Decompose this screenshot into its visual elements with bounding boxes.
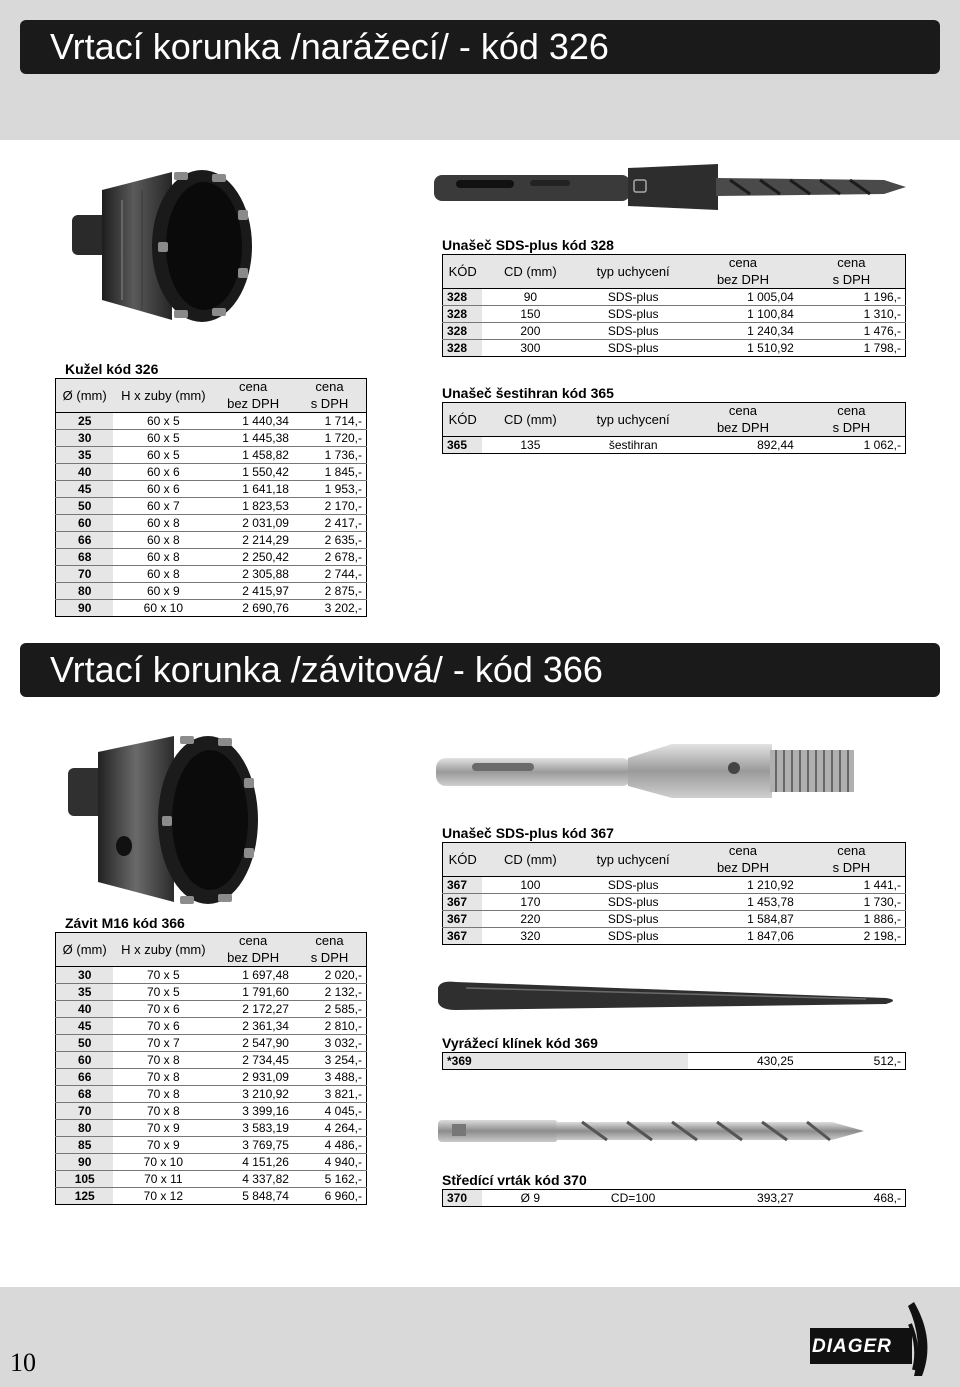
center-drill-370-image <box>432 1108 872 1154</box>
col-subheader-gross: s DPH <box>293 950 367 967</box>
cell-price: 892,44 <box>688 437 798 454</box>
price-table <box>55 932 367 1205</box>
cell-teeth: 70 x 8 <box>113 1103 213 1120</box>
col-header-mount: typ uchycení <box>578 255 688 289</box>
col-header-price: cena <box>213 379 293 396</box>
cell-price-vat: 3 254,- <box>293 1052 367 1069</box>
table-row <box>56 1188 367 1205</box>
table-sds-367 <box>442 824 906 945</box>
cell-price-vat: 1 798,- <box>798 340 906 357</box>
table-row <box>443 911 906 928</box>
cell-teeth: 70 x 6 <box>113 1018 213 1035</box>
cell-price-vat: 2 020,- <box>293 967 367 984</box>
col-header-price: cena <box>688 255 798 272</box>
col-header-code: KÓD <box>443 843 483 877</box>
cell-price: 2 250,42 <box>213 549 293 566</box>
table-kuzel-326 <box>55 360 367 617</box>
cell-price: 2 734,45 <box>213 1052 293 1069</box>
table-sds-328 <box>442 236 906 357</box>
cell-price: 2 305,88 <box>213 566 293 583</box>
cell-teeth: 60 x 5 <box>113 447 213 464</box>
table-row <box>443 877 906 894</box>
cell-price-vat: 1 730,- <box>798 894 906 911</box>
cell-price-vat: 3 202,- <box>293 600 367 617</box>
table-zavit-366 <box>55 914 367 1205</box>
cell-diameter: 35 <box>56 984 114 1001</box>
cell-price-vat: 1 310,- <box>798 306 906 323</box>
cell-diameter: 85 <box>56 1137 114 1154</box>
core-bit-366-image <box>62 726 262 916</box>
cell-cd: CD=100 <box>578 1190 688 1207</box>
cell-price-vat: 4 940,- <box>293 1154 367 1171</box>
table-row <box>56 566 367 583</box>
cell-teeth: 60 x 6 <box>113 464 213 481</box>
cell-diameter: 60 <box>56 1052 114 1069</box>
cell-code: 367 <box>443 928 483 945</box>
cell-price: 2 172,27 <box>213 1001 293 1018</box>
table-row <box>56 430 367 447</box>
cell-price: 1 005,04 <box>688 289 798 306</box>
table-row <box>56 1086 367 1103</box>
table-row <box>56 1103 367 1120</box>
col-subheader-net: bez DPH <box>688 860 798 877</box>
price-table <box>442 1052 906 1070</box>
cell-cd: 320 <box>482 928 578 945</box>
table-row <box>56 447 367 464</box>
table-row <box>56 1137 367 1154</box>
cell-teeth: 70 x 7 <box>113 1035 213 1052</box>
table-row <box>56 1018 367 1035</box>
cell-teeth: 60 x 10 <box>113 600 213 617</box>
brand-name: DIAGER <box>812 1336 892 1357</box>
cell-code: *369 <box>443 1053 688 1070</box>
table-row <box>56 984 367 1001</box>
cell-cd: 100 <box>482 877 578 894</box>
table-row <box>443 928 906 945</box>
cell-teeth: 70 x 5 <box>113 984 213 1001</box>
cell-cd: 90 <box>482 289 578 306</box>
table-row <box>56 1035 367 1052</box>
cell-price-vat: 1 062,- <box>798 437 906 454</box>
cell-price-vat: 2 585,- <box>293 1001 367 1018</box>
cell-price: 3 583,19 <box>213 1120 293 1137</box>
cell-mount: SDS-plus <box>578 928 688 945</box>
col-subheader-gross: s DPH <box>798 420 906 437</box>
cell-price-vat: 512,- <box>798 1053 906 1070</box>
col-header-teeth: H x zuby (mm) <box>113 379 213 413</box>
cell-cd: 150 <box>482 306 578 323</box>
cell-price: 4 337,82 <box>213 1171 293 1188</box>
section-title-326: Vrtací korunka /narážecí/ - kód 326 <box>20 20 940 74</box>
price-table <box>442 1189 906 1207</box>
cell-price: 1 510,92 <box>688 340 798 357</box>
cell-mount: šestihran <box>578 437 688 454</box>
table-row <box>443 1190 906 1207</box>
cell-price-vat: 1 720,- <box>293 430 367 447</box>
col-header-price-vat: cena <box>798 403 906 420</box>
col-subheader-gross: s DPH <box>798 272 906 289</box>
price-table <box>442 842 906 945</box>
cell-price-vat: 3 488,- <box>293 1069 367 1086</box>
cell-price-vat: 1 845,- <box>293 464 367 481</box>
table-row <box>443 323 906 340</box>
cell-diameter: 125 <box>56 1188 114 1205</box>
cell-cd: 300 <box>482 340 578 357</box>
cell-price: 3 399,16 <box>213 1103 293 1120</box>
table-caption: Unašeč SDS-plus kód 328 <box>442 237 614 253</box>
col-header-price: cena <box>688 403 798 420</box>
cell-mount: SDS-plus <box>578 911 688 928</box>
table-row <box>56 498 367 515</box>
col-header-code: KÓD <box>443 403 483 437</box>
col-header-diameter: Ø (mm) <box>56 933 114 967</box>
cell-code: 370 <box>443 1190 483 1207</box>
cell-price-vat: 468,- <box>798 1190 906 1207</box>
cell-mount: SDS-plus <box>578 306 688 323</box>
cell-diameter: 80 <box>56 583 114 600</box>
table-row <box>56 583 367 600</box>
cell-code: 328 <box>443 340 483 357</box>
cell-diameter: 50 <box>56 498 114 515</box>
cell-cd: 170 <box>482 894 578 911</box>
cell-price-vat: 1 886,- <box>798 911 906 928</box>
cell-price: 3 210,92 <box>213 1086 293 1103</box>
table-row <box>56 515 367 532</box>
cell-price-vat: 6 960,- <box>293 1188 367 1205</box>
col-header-price: cena <box>688 843 798 860</box>
cell-diameter: 90 <box>56 600 114 617</box>
cell-price-vat: 2 875,- <box>293 583 367 600</box>
table-row <box>56 600 367 617</box>
cell-price-vat: 2 635,- <box>293 532 367 549</box>
table-klinek-369 <box>442 1034 906 1070</box>
cell-price-vat: 1 714,- <box>293 413 367 430</box>
cell-price: 393,27 <box>688 1190 798 1207</box>
cell-price: 4 151,26 <box>213 1154 293 1171</box>
cell-teeth: 70 x 8 <box>113 1052 213 1069</box>
cell-price-vat: 1 953,- <box>293 481 367 498</box>
cell-teeth: 70 x 5 <box>113 967 213 984</box>
cell-teeth: 70 x 11 <box>113 1171 213 1188</box>
cell-diameter: 30 <box>56 430 114 447</box>
cell-price-vat: 2 678,- <box>293 549 367 566</box>
cell-teeth: 60 x 8 <box>113 515 213 532</box>
cell-code: 367 <box>443 894 483 911</box>
cell-teeth: 60 x 5 <box>113 413 213 430</box>
cell-teeth: 60 x 8 <box>113 566 213 583</box>
cell-price-vat: 4 045,- <box>293 1103 367 1120</box>
cell-price: 1 550,42 <box>213 464 293 481</box>
cell-diameter: 50 <box>56 1035 114 1052</box>
table-row <box>56 1171 367 1188</box>
cell-cd: 200 <box>482 323 578 340</box>
cell-diameter: 105 <box>56 1171 114 1188</box>
cell-code: 367 <box>443 911 483 928</box>
table-row <box>443 894 906 911</box>
cell-price-vat: 1 476,- <box>798 323 906 340</box>
cell-diameter: 68 <box>56 1086 114 1103</box>
cell-teeth: 60 x 5 <box>113 430 213 447</box>
cell-price-vat: 2 198,- <box>798 928 906 945</box>
cell-diameter: 40 <box>56 1001 114 1018</box>
cell-price-vat: 4 486,- <box>293 1137 367 1154</box>
price-table <box>442 254 906 357</box>
section-title-366: Vrtací korunka /závitová/ - kód 366 <box>20 643 940 697</box>
table-row <box>443 437 906 454</box>
cell-price-vat: 1 736,- <box>293 447 367 464</box>
cell-price-vat: 2 810,- <box>293 1018 367 1035</box>
col-subheader-gross: s DPH <box>798 860 906 877</box>
cell-price-vat: 3 821,- <box>293 1086 367 1103</box>
col-header-price-vat: cena <box>798 255 906 272</box>
col-subheader-net: bez DPH <box>688 420 798 437</box>
cell-price-vat: 2 744,- <box>293 566 367 583</box>
cell-price-vat: 2 132,- <box>293 984 367 1001</box>
col-header-diameter: Ø (mm) <box>56 379 114 413</box>
cell-price-vat: 1 441,- <box>798 877 906 894</box>
cell-price-vat: 5 162,- <box>293 1171 367 1188</box>
cell-teeth: 60 x 9 <box>113 583 213 600</box>
cell-mount: SDS-plus <box>578 340 688 357</box>
core-bit-326-image <box>62 160 252 330</box>
cell-price-vat: 3 032,- <box>293 1035 367 1052</box>
table-row <box>443 1053 906 1070</box>
table-hex-365 <box>442 384 906 454</box>
col-header-price-vat: cena <box>293 379 367 396</box>
col-subheader-gross: s DPH <box>293 396 367 413</box>
cell-price: 1 240,34 <box>688 323 798 340</box>
cell-teeth: 70 x 12 <box>113 1188 213 1205</box>
cell-price: 1 445,38 <box>213 430 293 447</box>
table-caption: Unašeč SDS-plus kód 367 <box>442 825 614 841</box>
cell-price-vat: 1 196,- <box>798 289 906 306</box>
col-header-code: KÓD <box>443 255 483 289</box>
table-row <box>56 413 367 430</box>
table-row <box>56 1154 367 1171</box>
cell-teeth: 60 x 6 <box>113 481 213 498</box>
price-table <box>442 402 906 454</box>
cell-diameter: Ø 9 <box>482 1190 578 1207</box>
cell-teeth: 60 x 8 <box>113 532 213 549</box>
cell-price-vat: 2 170,- <box>293 498 367 515</box>
table-row <box>56 967 367 984</box>
col-header-mount: typ uchycení <box>578 843 688 877</box>
cell-code: 328 <box>443 323 483 340</box>
cell-price: 1 210,92 <box>688 877 798 894</box>
col-header-mount: typ uchycení <box>578 403 688 437</box>
cell-code: 328 <box>443 289 483 306</box>
cell-teeth: 70 x 8 <box>113 1069 213 1086</box>
cell-price: 2 214,29 <box>213 532 293 549</box>
cell-price: 430,25 <box>688 1053 798 1070</box>
cell-price: 2 031,09 <box>213 515 293 532</box>
cell-price: 1 823,53 <box>213 498 293 515</box>
cell-diameter: 66 <box>56 1069 114 1086</box>
table-row <box>56 481 367 498</box>
cell-cd: 220 <box>482 911 578 928</box>
cell-price-vat: 4 264,- <box>293 1120 367 1137</box>
cell-mount: SDS-plus <box>578 323 688 340</box>
cell-code: 367 <box>443 877 483 894</box>
cell-price-vat: 2 417,- <box>293 515 367 532</box>
table-caption: Unašeč šestihran kód 365 <box>442 385 614 401</box>
table-caption: Středící vrták kód 370 <box>442 1172 587 1188</box>
table-row <box>56 1120 367 1137</box>
cell-price: 1 641,18 <box>213 481 293 498</box>
cell-price: 2 547,90 <box>213 1035 293 1052</box>
cell-price: 2 690,76 <box>213 600 293 617</box>
col-header-price-vat: cena <box>798 843 906 860</box>
cell-diameter: 68 <box>56 549 114 566</box>
col-subheader-net: bez DPH <box>688 272 798 289</box>
cell-diameter: 60 <box>56 515 114 532</box>
table-row <box>56 549 367 566</box>
table-caption: Kužel kód 326 <box>65 361 159 377</box>
cell-price: 3 769,75 <box>213 1137 293 1154</box>
cell-mount: SDS-plus <box>578 289 688 306</box>
cell-price: 1 697,48 <box>213 967 293 984</box>
cell-teeth: 60 x 8 <box>113 549 213 566</box>
cell-teeth: 70 x 10 <box>113 1154 213 1171</box>
col-header-price-vat: cena <box>293 933 367 950</box>
cell-price: 1 100,84 <box>688 306 798 323</box>
cell-diameter: 90 <box>56 1154 114 1171</box>
cell-teeth: 60 x 7 <box>113 498 213 515</box>
col-header-teeth: H x zuby (mm) <box>113 933 213 967</box>
cell-price: 2 361,34 <box>213 1018 293 1035</box>
cell-diameter: 70 <box>56 566 114 583</box>
table-row <box>56 1069 367 1086</box>
cell-diameter: 80 <box>56 1120 114 1137</box>
table-row <box>443 289 906 306</box>
cell-diameter: 66 <box>56 532 114 549</box>
sds-shank-367-image <box>432 738 862 804</box>
cell-price: 1 440,34 <box>213 413 293 430</box>
cell-diameter: 40 <box>56 464 114 481</box>
cell-cd: 135 <box>482 437 578 454</box>
cell-teeth: 70 x 9 <box>113 1137 213 1154</box>
table-row <box>56 1052 367 1069</box>
col-header-cd: CD (mm) <box>482 403 578 437</box>
table-caption: Závit M16 kód 366 <box>65 915 185 931</box>
table-caption: Vyrážecí klínek kód 369 <box>442 1035 598 1051</box>
cell-price: 1 847,06 <box>688 928 798 945</box>
cell-teeth: 70 x 9 <box>113 1120 213 1137</box>
col-header-price: cena <box>213 933 293 950</box>
page-number: 10 <box>10 1348 36 1377</box>
cell-teeth: 70 x 8 <box>113 1086 213 1103</box>
cell-price: 1 458,82 <box>213 447 293 464</box>
col-header-cd: CD (mm) <box>482 843 578 877</box>
cell-price: 1 791,60 <box>213 984 293 1001</box>
cell-diameter: 45 <box>56 1018 114 1035</box>
col-header-cd: CD (mm) <box>482 255 578 289</box>
cell-price: 1 453,78 <box>688 894 798 911</box>
cell-teeth: 70 x 6 <box>113 1001 213 1018</box>
cell-price: 1 584,87 <box>688 911 798 928</box>
price-table <box>55 378 367 617</box>
cell-diameter: 35 <box>56 447 114 464</box>
cell-code: 328 <box>443 306 483 323</box>
table-row <box>56 532 367 549</box>
cell-price: 5 848,74 <box>213 1188 293 1205</box>
cell-diameter: 70 <box>56 1103 114 1120</box>
sds-shank-328-image <box>430 158 910 216</box>
drift-key-369-image <box>436 976 906 1014</box>
cell-mount: SDS-plus <box>578 877 688 894</box>
table-row <box>443 340 906 357</box>
col-subheader-net: bez DPH <box>213 950 293 967</box>
table-row <box>56 464 367 481</box>
table-row <box>443 306 906 323</box>
col-subheader-net: bez DPH <box>213 396 293 413</box>
table-vrtak-370 <box>442 1171 906 1207</box>
cell-diameter: 45 <box>56 481 114 498</box>
cell-diameter: 30 <box>56 967 114 984</box>
cell-mount: SDS-plus <box>578 894 688 911</box>
cell-code: 365 <box>443 437 483 454</box>
cell-diameter: 25 <box>56 413 114 430</box>
table-row <box>56 1001 367 1018</box>
cell-price: 2 415,97 <box>213 583 293 600</box>
cell-price: 2 931,09 <box>213 1069 293 1086</box>
